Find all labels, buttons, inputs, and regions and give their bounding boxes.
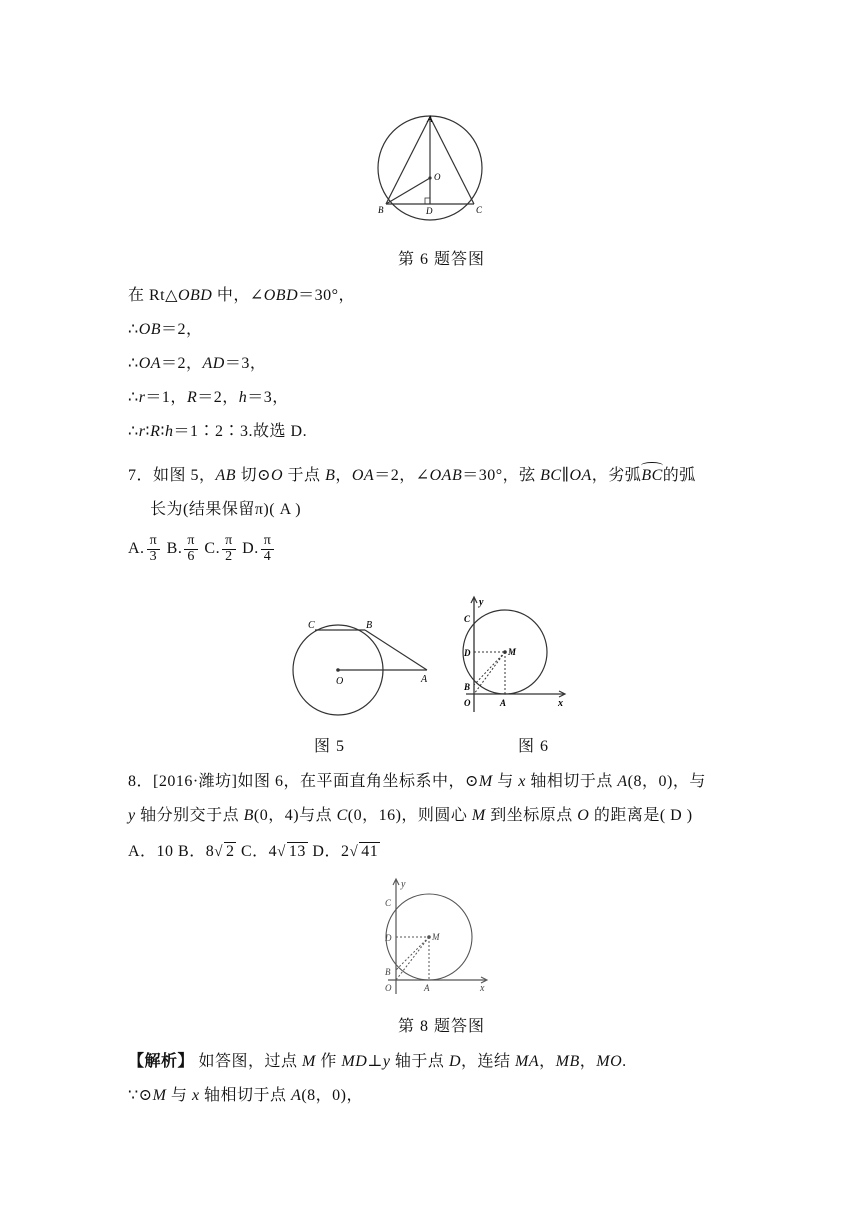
text: ＝3，	[224, 355, 267, 372]
label-M: M	[432, 932, 440, 942]
q8-options	[128, 838, 380, 861]
q6-solution-line-2	[128, 316, 203, 339]
text: 到坐标原点	[485, 807, 578, 824]
label-C: C	[476, 205, 483, 215]
text: M	[478, 773, 493, 790]
text: ＝3，	[247, 389, 289, 406]
text: OA	[351, 467, 375, 484]
text: ∴	[128, 423, 139, 440]
text: ∴	[128, 355, 139, 372]
label-A: A	[427, 114, 433, 124]
analysis-line-2	[128, 1082, 363, 1105]
text: x	[518, 773, 526, 790]
text: B	[325, 467, 336, 484]
text: B	[243, 807, 254, 824]
caption-q8-answer: 第 8 题答图	[398, 1018, 486, 1035]
figure-q6-answer	[370, 112, 500, 222]
text: AB	[215, 467, 237, 484]
text: x	[191, 1087, 200, 1104]
text: ＝1∶2∶3.故选 D.	[173, 423, 308, 440]
analysis-tag: 【解析】	[128, 1053, 195, 1070]
text: MA	[515, 1053, 540, 1070]
text: ⊥	[367, 1053, 383, 1070]
text: D．2	[307, 843, 350, 860]
arc-mark-icon	[641, 462, 662, 469]
text: BC	[540, 467, 562, 484]
text: AD	[202, 355, 225, 372]
option-c: C. $\frac{\pi}{2}$	[204, 540, 237, 557]
text: 轴分别交于点	[135, 807, 244, 824]
text: MD	[341, 1053, 368, 1070]
label-A: A	[421, 674, 428, 685]
text: C．4	[236, 843, 278, 860]
text: M	[471, 807, 486, 824]
text: 轴相切于点	[199, 1087, 292, 1104]
fraction: $\frac{\pi}{6}$	[184, 534, 198, 564]
coordinate-circle-diagram	[458, 594, 570, 716]
option-d: D. $\frac{\pi}{4}$	[242, 540, 276, 557]
circle-tangent-diagram	[288, 618, 438, 718]
text: 轴相切于点	[525, 773, 618, 790]
caption-q6-answer: 第 6 题答图	[398, 251, 486, 268]
analysis-line-1	[128, 1048, 627, 1071]
label-D: D	[426, 206, 433, 216]
text: 8．[2016·潍坊]如图 6，在平面直角坐标系中，⊙	[128, 773, 479, 790]
label-D: D	[385, 933, 392, 943]
text: 如答图，过点	[194, 1053, 303, 1070]
text: OBD	[263, 287, 299, 304]
text: OA	[138, 355, 162, 372]
text: D	[448, 1053, 461, 1070]
text: OA	[569, 467, 592, 484]
q6-solution-line-4	[128, 384, 289, 407]
fraction: $\frac{\pi}{2}$	[222, 534, 236, 564]
text: .	[622, 1053, 627, 1070]
text: (0，4)与点	[253, 807, 337, 824]
label-C: C	[464, 614, 471, 624]
text: ＝2，	[161, 321, 203, 338]
label-B: B	[464, 682, 471, 692]
text: M	[152, 1087, 167, 1104]
label-O: O	[385, 983, 392, 993]
label-x: x	[480, 983, 485, 994]
text: ∴	[128, 389, 139, 406]
figure-6	[458, 594, 570, 716]
text: ∵⊙	[128, 1087, 153, 1104]
text: ＝2，	[161, 355, 203, 372]
text: MO	[596, 1053, 623, 1070]
circle-triangle-diagram	[370, 112, 500, 222]
label-A: A	[424, 983, 430, 993]
label-C: C	[385, 898, 392, 908]
text: ＝1，	[145, 389, 187, 406]
text: h	[165, 423, 174, 440]
text: 的弧	[662, 467, 696, 484]
text: (0，16)，则圆心	[347, 807, 472, 824]
text: 与	[166, 1087, 192, 1104]
q7-line-2	[150, 496, 301, 519]
text: ，	[539, 1053, 556, 1070]
text: A	[617, 773, 628, 790]
option-a: A. $\frac{\pi}{3}$	[128, 540, 162, 557]
text: A．10 B．8	[128, 843, 215, 860]
label-x: x	[558, 698, 563, 709]
radicand: 2	[225, 843, 235, 860]
fraction: $\frac{\pi}{3}$	[147, 534, 161, 564]
text: r	[138, 389, 146, 406]
radicand: 41	[361, 843, 379, 860]
text: 与	[492, 773, 519, 790]
label-B: B	[366, 620, 373, 631]
text: ＝30°，	[298, 287, 356, 304]
label-O: O	[464, 698, 471, 708]
text: ＝30°，弦	[462, 467, 541, 484]
text: y	[128, 807, 136, 824]
text: (8，0)，	[301, 1087, 364, 1104]
label-M: M	[508, 647, 517, 657]
text: ＝2，∠	[374, 467, 430, 484]
label-C: C	[308, 620, 315, 631]
text: ，	[335, 467, 352, 484]
arc-bc: BC	[641, 467, 662, 484]
text: r	[138, 423, 146, 440]
q6-solution-line-5	[128, 418, 307, 441]
coordinate-circle-diagram	[380, 876, 492, 998]
label-y: y	[401, 879, 406, 890]
q8-line-2	[128, 802, 693, 825]
text: M	[302, 1053, 316, 1070]
text: ，	[579, 1053, 597, 1070]
label-D: D	[464, 648, 471, 658]
text: 于点	[283, 467, 326, 484]
radical-sign: √	[277, 844, 286, 860]
q7-options	[128, 534, 276, 564]
radical-sign: √	[349, 844, 359, 860]
text: 的距离是( D )	[589, 807, 693, 824]
text: y	[382, 1053, 391, 1070]
text: OAB	[429, 467, 463, 484]
text: R	[150, 423, 161, 440]
text: 中，∠	[212, 287, 264, 304]
text: A	[291, 1087, 302, 1104]
text: ，连结	[461, 1053, 516, 1070]
text: h	[238, 389, 248, 406]
label-y: y	[479, 597, 484, 608]
q7-line-1	[128, 462, 696, 485]
figure-5	[288, 618, 438, 718]
option-b: B. $\frac{\pi}{6}$	[167, 540, 200, 557]
text: ∶	[145, 423, 151, 440]
text: ，劣弧	[591, 467, 642, 484]
text: 切⊙	[236, 467, 271, 484]
text: OB	[138, 321, 162, 338]
text: C	[336, 807, 348, 824]
label-O: O	[336, 676, 344, 687]
text: 作	[315, 1053, 342, 1070]
caption-figure-6: 图 6	[518, 738, 550, 755]
text: 7．如图 5，	[128, 467, 216, 484]
text: ∶	[160, 423, 166, 440]
q8-line-1	[128, 768, 706, 791]
radical-sign: √	[214, 844, 223, 860]
label-O: O	[434, 172, 441, 182]
text: O	[577, 807, 590, 824]
text: R	[186, 389, 198, 406]
label-B: B	[385, 967, 391, 977]
radicand: 13	[288, 843, 306, 860]
text: (8，0)，与	[627, 773, 706, 790]
text: 在 Rt△	[128, 287, 178, 304]
label-B: B	[378, 205, 384, 215]
text: OBD	[177, 287, 213, 304]
text: O	[270, 467, 284, 484]
text: ∴	[128, 321, 139, 338]
q6-solution-line-1	[128, 282, 355, 305]
q6-solution-line-3	[128, 350, 266, 373]
fraction: $\frac{\pi}{4}$	[261, 534, 275, 564]
text: ＝2，	[197, 389, 239, 406]
text: ∥	[561, 467, 570, 484]
label-A: A	[500, 698, 507, 708]
figure-q8-answer	[380, 876, 492, 998]
text: MB	[555, 1053, 580, 1070]
text: 长为(结果保留π)( A )	[150, 501, 302, 518]
caption-figure-5: 图 5	[314, 738, 346, 755]
text: 轴于点	[390, 1053, 449, 1070]
